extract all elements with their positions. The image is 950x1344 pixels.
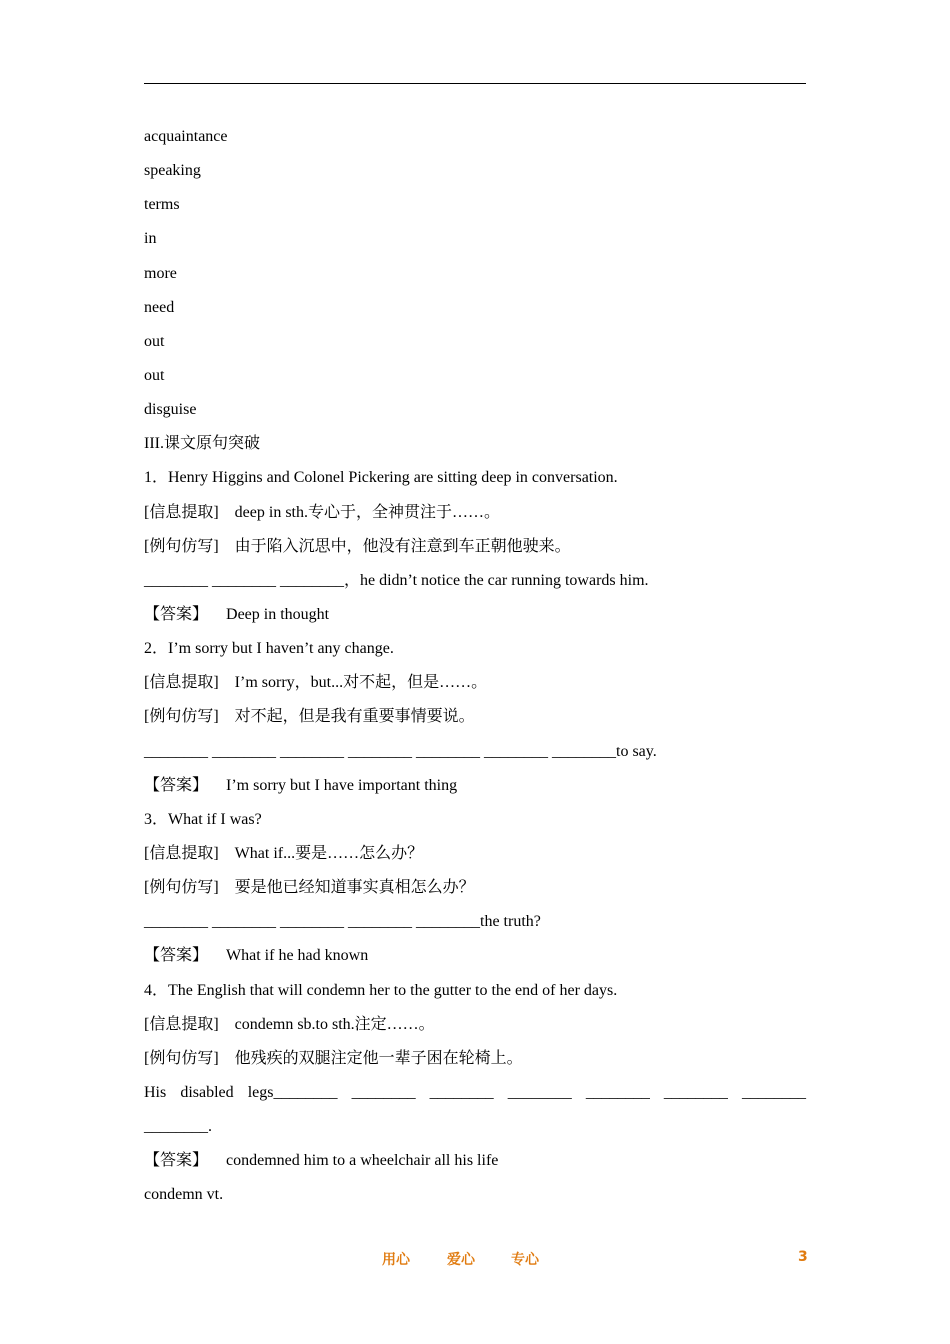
blank-word: ________ xyxy=(741,1083,806,1101)
item-sentence: 4．The English that will condemn her to the gutter to the end of her days. xyxy=(144,981,618,999)
info-label: [信息提取] xyxy=(144,1015,219,1033)
answer-label: 【答案】 xyxy=(144,947,209,965)
info-text: I’m sorry，but...对不起，但是……。 xyxy=(234,674,488,692)
example-label: [例句仿写] xyxy=(144,1049,219,1067)
blank-word: ________ xyxy=(351,1083,416,1101)
info-line xyxy=(144,1011,806,1045)
example-line xyxy=(144,533,806,567)
answer-text: I’m sorry but I have important thing xyxy=(226,776,458,794)
answer-line xyxy=(144,772,806,806)
example-text: 由于陷入沉思中，他没有注意到车正朝他驶来。 xyxy=(234,537,571,555)
example-line xyxy=(144,874,806,908)
word-answer: in xyxy=(144,230,157,248)
blank-word: disabled xyxy=(180,1083,234,1101)
answer-label: 【答案】 xyxy=(144,1152,209,1170)
answer-label: 【答案】 xyxy=(144,776,209,794)
word-answer: disguise xyxy=(144,401,197,419)
answer-line xyxy=(144,1147,806,1181)
info-label: [信息提取] xyxy=(144,844,219,862)
footer-right: 专心 xyxy=(511,1252,539,1268)
item-sentence: 1．Henry Higgins and Colonel Pickering are sitting deep in conversation. xyxy=(144,469,618,487)
last-line: condemn vt. xyxy=(144,1186,224,1204)
example-line xyxy=(144,703,806,737)
example-label: [例句仿写] xyxy=(144,708,219,726)
word-answer: out xyxy=(144,366,165,384)
word-answer: need xyxy=(144,298,175,316)
blank-word: His xyxy=(144,1083,167,1101)
info-line xyxy=(144,669,806,703)
word-answer: out xyxy=(144,332,165,350)
blank-line-end: ________. xyxy=(144,1118,212,1136)
example-text: 对不起，但是我有重要事情要说。 xyxy=(234,708,475,726)
answer-text: condemned him to a wheelchair all his life xyxy=(226,1152,499,1170)
example-text: 要是他已经知道事实真相怎么办？ xyxy=(234,879,475,897)
answer-line xyxy=(144,942,806,976)
blank-word: ________ xyxy=(663,1083,728,1101)
footer-left: 用心 xyxy=(382,1252,410,1268)
info-text: What if...要是……怎么办？ xyxy=(234,844,424,862)
word-answer: more xyxy=(144,264,177,282)
word-answer: terms xyxy=(144,196,180,214)
info-text: deep in sth.专心于，全神贯注于……。 xyxy=(234,503,500,521)
info-label: [信息提取] xyxy=(144,503,219,521)
blank-word: ________ xyxy=(507,1083,572,1101)
blank-word: ________ xyxy=(429,1083,494,1101)
example-text: 他残疾的双腿注定他一辈子困在轮椅上。 xyxy=(234,1049,523,1067)
page-footer xyxy=(0,1249,950,1267)
answer-text: What if he had known xyxy=(226,947,369,965)
blank-word: ________ xyxy=(585,1083,650,1101)
example-label: [例句仿写] xyxy=(144,879,219,897)
blank-line: ________ ________ ________，he didn’t notice the car running towards him. xyxy=(144,571,649,589)
answer-line xyxy=(144,601,806,635)
example-line xyxy=(144,1045,806,1079)
header-rule xyxy=(144,83,806,84)
section-title: III.课文原句突破 xyxy=(144,435,260,453)
info-text: condemn sb.to sth.注定……。 xyxy=(234,1015,435,1033)
document-body xyxy=(144,123,806,1216)
item-sentence: 3．What if I was? xyxy=(144,810,262,828)
word-answer: acquaintance xyxy=(144,128,228,145)
blank-line: ________ ________ ________ ________ ________ ________ ________to say. xyxy=(144,742,657,760)
item-sentence: 2．I’m sorry but I haven’t any change. xyxy=(144,640,394,658)
footer-middle: 爱心 xyxy=(447,1252,475,1268)
example-label: [例句仿写] xyxy=(144,537,219,555)
info-line xyxy=(144,499,806,533)
page-number: 3 xyxy=(798,1249,808,1265)
answer-label: 【答案】 xyxy=(144,605,209,623)
blank-line: ________ ________ ________ ________ ________the truth? xyxy=(144,913,541,931)
info-label: [信息提取] xyxy=(144,674,219,692)
word-answer: speaking xyxy=(144,162,201,180)
info-line xyxy=(144,840,806,874)
blank-line-justified xyxy=(144,1079,806,1113)
answer-text: Deep in thought xyxy=(226,605,330,623)
blank-word: legs________ xyxy=(247,1083,338,1101)
